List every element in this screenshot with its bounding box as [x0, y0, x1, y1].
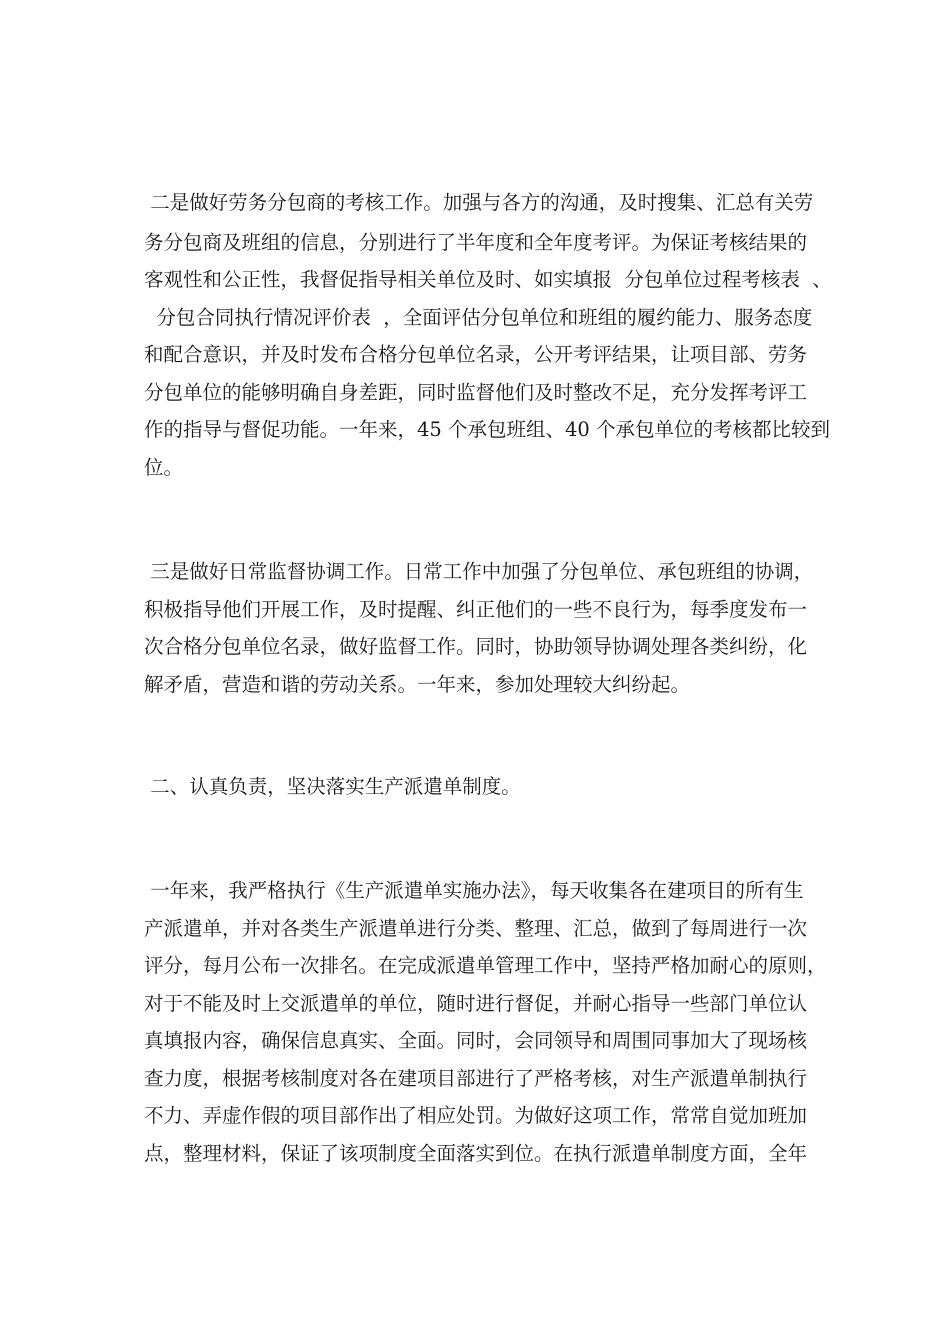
text-line: 分包单位的能够明确自身差距，同时监督他们及时整改不足，充分发挥考评工 [144, 381, 808, 404]
text-line: 次合格分包单位名录，做好监督工作。同时，协助领导协调处理各类纠纷，化 [144, 635, 808, 658]
text-line: 作的指导与督促功能。一年来，45 个承包班组、40 个承包单位的考核都比较到 [144, 418, 831, 441]
text-line: 客观性和公正性，我督促指导相关单位及时、如实填报 分包单位过程考核表 、 [144, 268, 832, 291]
text-line: 不力、弄虚作假的项目部作出了相应处罚。为做好这项工作，常常自觉加班加 [144, 1104, 808, 1127]
text-line: 积极指导他们开展工作，及时提醒、纠正他们的一些不良行为，每季度发布一 [144, 598, 808, 621]
text-line: 分包合同执行情况评价表 ，全面评估分包单位和班组的履约能力、服务态度 [144, 306, 813, 329]
text-line: 三是做好日常监督协调工作。日常工作中加强了分包单位、承包班组的协调， [144, 560, 814, 583]
text-line: 解矛盾，营造和谐的劳动关系。一年来，参加处理较大纠纷起。 [144, 673, 691, 696]
text-line: 查力度，根据考核制度对各在建项目部进行了严格考核，对生产派遣单制执行 [144, 1067, 808, 1090]
text-line: 务分包商及班组的信息，分别进行了半年度和全年度考评。为保证考核结果的 [144, 231, 808, 254]
section-heading: 二、认真负责，坚决落实生产派遣单制度。 [144, 775, 521, 798]
text-line: 产派遣单，并对各类生产派遣单进行分类、整理、汇总，做到了每周进行一次 [144, 917, 808, 940]
text-line: 对于不能及时上交派遣单的单位，随时进行督促，并耐心指导一些部门单位认 [144, 992, 808, 1015]
text-line: 评分，每月公布一次排名。在完成派遣单管理工作中，坚持严格加耐心的原则， [144, 954, 827, 977]
text-line: 二是做好劳务分包商的考核工作。加强与各方的沟通，及时搜集、汇总有关劳 [144, 191, 814, 214]
text-line: 和配合意识，并及时发布合格分包单位名录，公开考评结果，让项目部、劳务 [144, 343, 808, 366]
text-line: 一年来，我严格执行《生产派遣单实施办法》，每天收集各在建项目的所有生 [144, 879, 804, 902]
text-line: 真填报内容，确保信息真实、全面。同时，会同领导和周围同事加大了现场核 [144, 1029, 808, 1052]
text-line: 点，整理材料，保证了该项制度全面落实到位。在执行派遣单制度方面，全年 [144, 1142, 808, 1165]
text-line: 位。 [144, 456, 184, 479]
